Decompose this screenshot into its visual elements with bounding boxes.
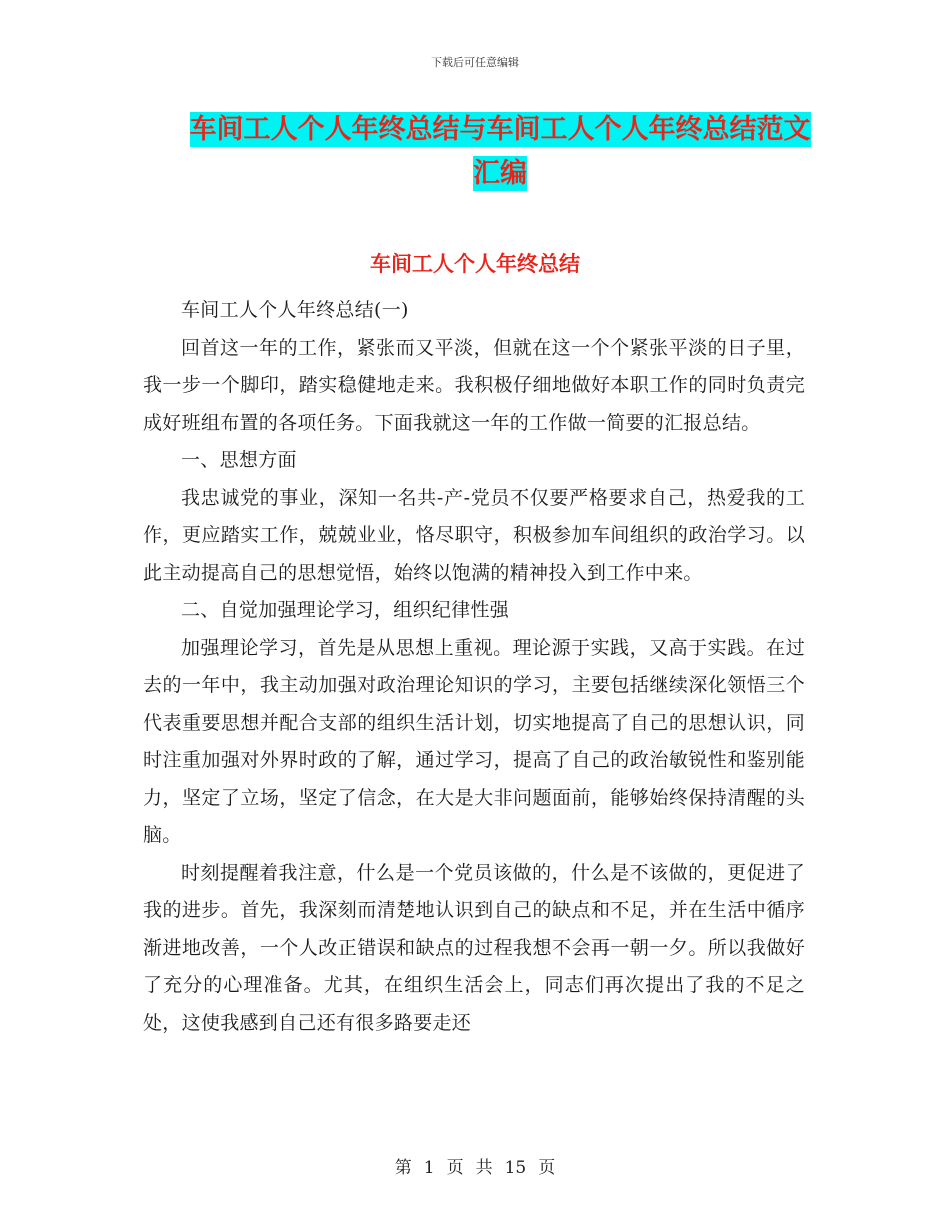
paragraph: 一、思想方面: [181, 449, 297, 471]
page-footer: [0, 1153, 950, 1178]
section-title: 车间工人个人年终总结: [370, 252, 580, 276]
total-pages: 15: [504, 1158, 527, 1178]
footer-suffix: 页: [538, 1158, 556, 1178]
paragraph: 回首这一年的工作，紧张而又平淡，但就在这一个个紧张平淡的日子里，我一步一个脚印，踏实稳健地走来。我积极仔细地做好本职工作的同时负责完成好班组布置的各项任务。下面我就这一年的工作做一简要的汇报总结。: [143, 336, 805, 434]
paragraph: 二、自觉加强理论学习，组织纪律性强: [181, 599, 510, 621]
paragraph: 加强理论学习，首先是从思想上重视。理论源于实践，又高于实践。在过去的一年中，我主动加强对政治理论知识的学习，主要包括继续深化领悟三个代表重要思想并配合支部的组织生活计划，切实地提高了自己的思想认识，同时注重加强对外界时政的了解，通过学习，提高了自己的政治敏锐性和鉴别能力，坚定了立场，坚定了信念，在大是大非问题面前，能够始终保持清醒的头脑。: [143, 636, 805, 846]
paragraph: 我忠诚党的事业，深知一名共-产-党员不仅要严格要求自己，热爱我的工作，更应踏实工作，兢兢业业，恪尽职守，积极参加车间组织的政治学习。以此主动提高自己的思想觉悟，始终以饱满的精神投入到工作中来。: [143, 486, 805, 584]
title-line-1: 车间工人个人年终总结与车间工人个人年终总结范文: [189, 114, 811, 145]
footer-prefix: 第: [394, 1158, 412, 1178]
document-title: [150, 108, 850, 196]
header-note: 下载后可任意编辑: [431, 56, 519, 69]
body-text: [143, 292, 805, 1042]
footer-total-label: 共: [475, 1158, 493, 1178]
paragraph: 车间工人个人年终总结(一): [181, 299, 409, 321]
paragraph: 时刻提醒着我注意，什么是一个党员该做的，什么是不该做的，更促进了我的进步。首先，我深刻而清楚地认识到自己的缺点和不足，并在生活中循序渐进地改善，一个人改正错误和缺点的过程我想不会再一朝一夕。所以我做好了充分的心理准备。尤其，在组织生活会上，同志们再次提出了我的不足之处，这使我感到自己还有很多路要走还: [143, 861, 805, 1034]
title-line-2: 汇编: [473, 158, 527, 189]
page-number: 1: [423, 1158, 435, 1178]
footer-page-label: 页: [446, 1158, 464, 1178]
